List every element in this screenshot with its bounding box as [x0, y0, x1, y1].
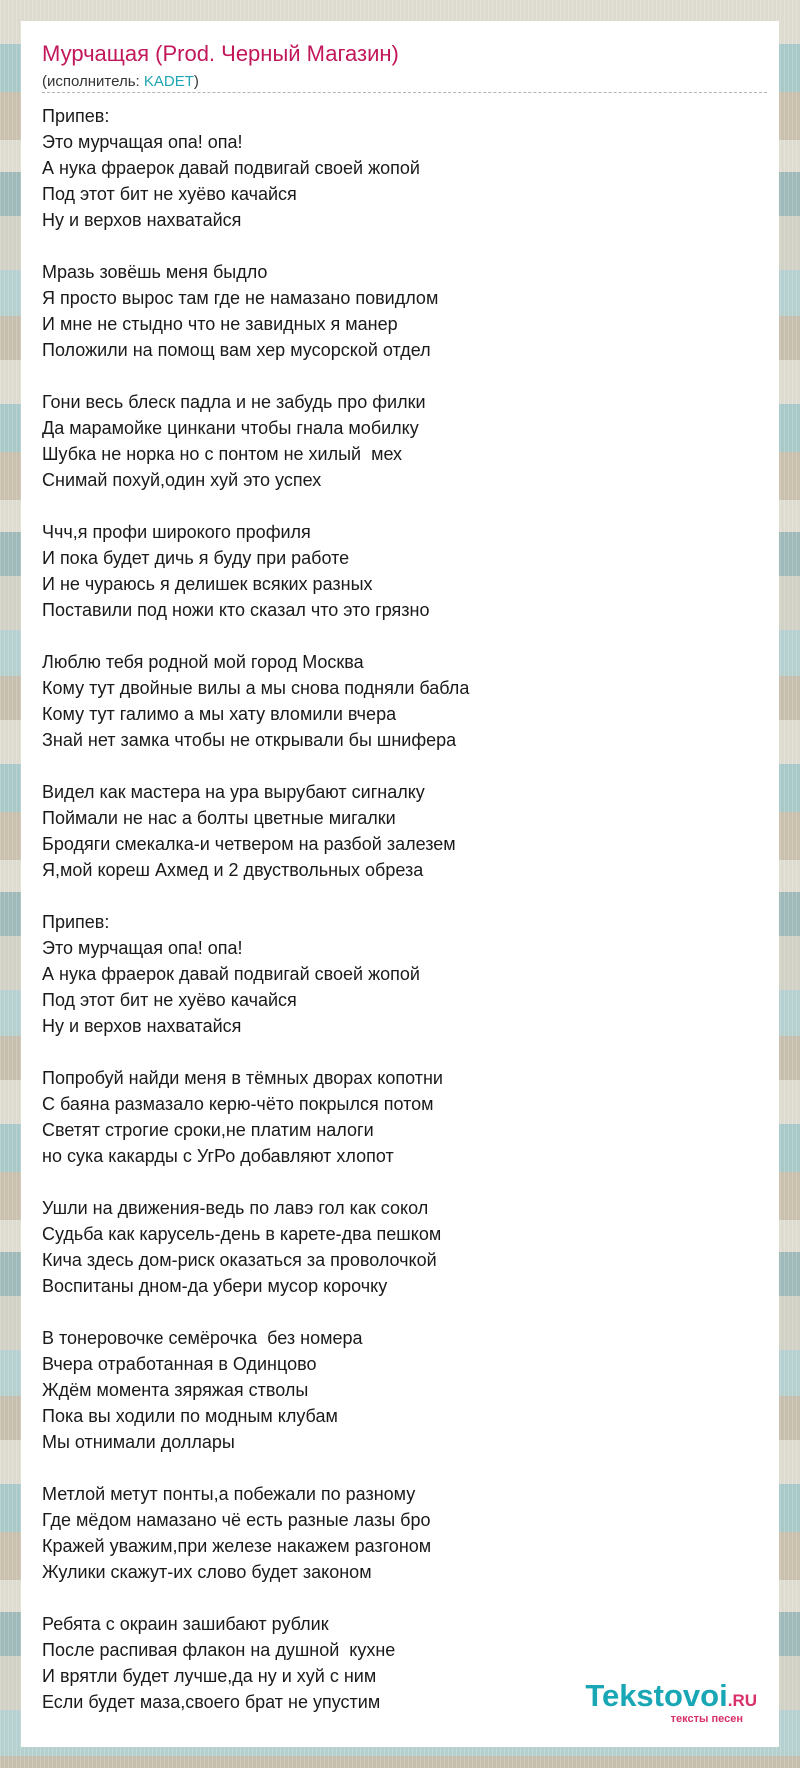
lyric-line: Кому тут галимо а мы хату вломили вчера: [42, 704, 397, 724]
lyric-line: И пока будет дичь я буду при работе: [42, 548, 350, 568]
lyrics-text: [42, 103, 752, 1715]
lyric-line: Поставили под ножи кто сказал что это грязно: [42, 600, 430, 620]
lyric-line: Ребята с окраин зашибают рублик: [42, 1614, 329, 1634]
lyric-line: Это мурчащая опа! опа!: [42, 132, 243, 152]
stanza-gap: [42, 623, 752, 649]
lyric-line: Снимай похуй,один хуй это успех: [42, 470, 322, 490]
stanza-gap: [42, 233, 752, 259]
artist-link[interactable]: KADET: [143, 73, 194, 90]
site-logo[interactable]: [585, 1680, 757, 1725]
lyric-line: Воспитаны дном-да убери мусор корочку: [42, 1276, 388, 1296]
artist-suffix: ): [193, 73, 199, 90]
lyric-line: Попробуй найди меня в тёмных дворах копотни: [42, 1068, 443, 1088]
lyric-line: Люблю тебя родной мой город Москва: [42, 652, 364, 672]
lyric-line: Знай нет замка чтобы не открывали бы шнифера: [42, 730, 457, 750]
artist-line: [42, 73, 199, 90]
lyric-line: И не чураюсь я делишек всяких разных: [42, 574, 373, 594]
lyrics-card: [21, 21, 779, 1747]
lyric-line: И мне не стыдно что не завидных я манер: [42, 314, 398, 334]
logo-tagline: тексты песен: [670, 1713, 743, 1725]
logo-name: Tekstovoi: [585, 1678, 728, 1713]
stanza-gap: [42, 1455, 752, 1481]
lyric-line: Кича здесь дом-риск оказаться за проволочкой: [42, 1250, 437, 1270]
logo-tld: .RU: [727, 1691, 757, 1710]
lyric-line: Припев:: [42, 912, 110, 932]
lyric-line: Пока вы ходили по модным клубам: [42, 1406, 338, 1426]
lyric-line: В тонеровочке семёрочка без номера: [42, 1328, 363, 1348]
lyric-line: но сука какарды с УгРо добавляют хлопот: [42, 1146, 394, 1166]
lyric-line: Ждём момента зяряжая стволы: [42, 1380, 309, 1400]
stanza-gap: [42, 1299, 752, 1325]
lyric-line: Ну и верхов нахватайся: [42, 1016, 242, 1036]
stanza-gap: [42, 1039, 752, 1065]
lyric-line: Светят строгие сроки,не платим налоги: [42, 1120, 374, 1140]
lyric-line: Метлой метут понты,а побежали по разному: [42, 1484, 416, 1504]
lyric-line: После распивая флакон на душной кухне: [42, 1640, 396, 1660]
lyric-line: Шубка не норка но с понтом не хилый мех: [42, 444, 403, 464]
stanza-gap: [42, 1169, 752, 1195]
lyric-line: Ччч,я профи широкого профиля: [42, 522, 311, 542]
lyric-line: Если будет маза,своего брат не упустим: [42, 1692, 381, 1712]
lyric-line: Ушли на движения-ведь по лавэ гол как сокол: [42, 1198, 429, 1218]
stanza-gap: [42, 753, 752, 779]
lyric-line: А нука фраерок давай подвигай своей жопой: [42, 964, 420, 984]
lyric-line: Это мурчащая опа! опа!: [42, 938, 243, 958]
lyric-line: Да марамойке цинкани чтобы гнала мобилку: [42, 418, 419, 438]
lyric-line: Под этот бит не хуёво качайся: [42, 990, 297, 1010]
stanza-gap: [42, 363, 752, 389]
stanza-gap: [42, 883, 752, 909]
lyric-line: Мразь зовёшь меня быдло: [42, 262, 268, 282]
stanza-gap: [42, 493, 752, 519]
lyric-line: Кражей уважим,при железе накажем разгоном: [42, 1536, 432, 1556]
artist-prefix: (исполнитель:: [42, 73, 144, 90]
lyric-line: Где мёдом намазано чё есть разные лазы бро: [42, 1510, 431, 1530]
dashed-divider: [42, 92, 767, 93]
lyric-line: Видел как мастера на ура вырубают сигналку: [42, 782, 425, 802]
lyric-line: Я просто вырос там где не намазано повидлом: [42, 288, 439, 308]
lyric-line: Под этот бит не хуёво качайся: [42, 184, 297, 204]
lyric-line: А нука фраерок давай подвигай своей жопой: [42, 158, 420, 178]
lyric-line: Ну и верхов нахватайся: [42, 210, 242, 230]
song-title: Мурчащая (Prod. Черный Магазин): [42, 41, 399, 66]
lyric-line: С баяна размазало керю-чёто покрылся потом: [42, 1094, 434, 1114]
lyric-line: Припев:: [42, 106, 110, 126]
lyric-line: Судьба как карусель-день в карете-два пешком: [42, 1224, 442, 1244]
stanza-gap: [42, 1585, 752, 1611]
lyric-line: Гони весь блеск падла и не забудь про филки: [42, 392, 426, 412]
lyric-line: Кому тут двойные вилы а мы снова подняли бабла: [42, 678, 470, 698]
lyric-line: Бродяги смекалка-и четвером на разбой залезем: [42, 834, 456, 854]
lyric-line: И врятли будет лучше,да ну и хуй с ним: [42, 1666, 377, 1686]
logo-wordmark: [585, 1680, 757, 1717]
lyric-line: Положили на помощ вам хер мусорской отдел: [42, 340, 431, 360]
lyric-line: Мы отнимали доллары: [42, 1432, 235, 1452]
lyric-line: Я,мой кореш Ахмед и 2 двуствольных обреза: [42, 860, 424, 880]
lyric-line: Поймали не нас а болты цветные мигалки: [42, 808, 396, 828]
lyric-line: Вчера отработанная в Одинцово: [42, 1354, 317, 1374]
lyric-line: Жулики скажут-их слово будет законом: [42, 1562, 372, 1582]
